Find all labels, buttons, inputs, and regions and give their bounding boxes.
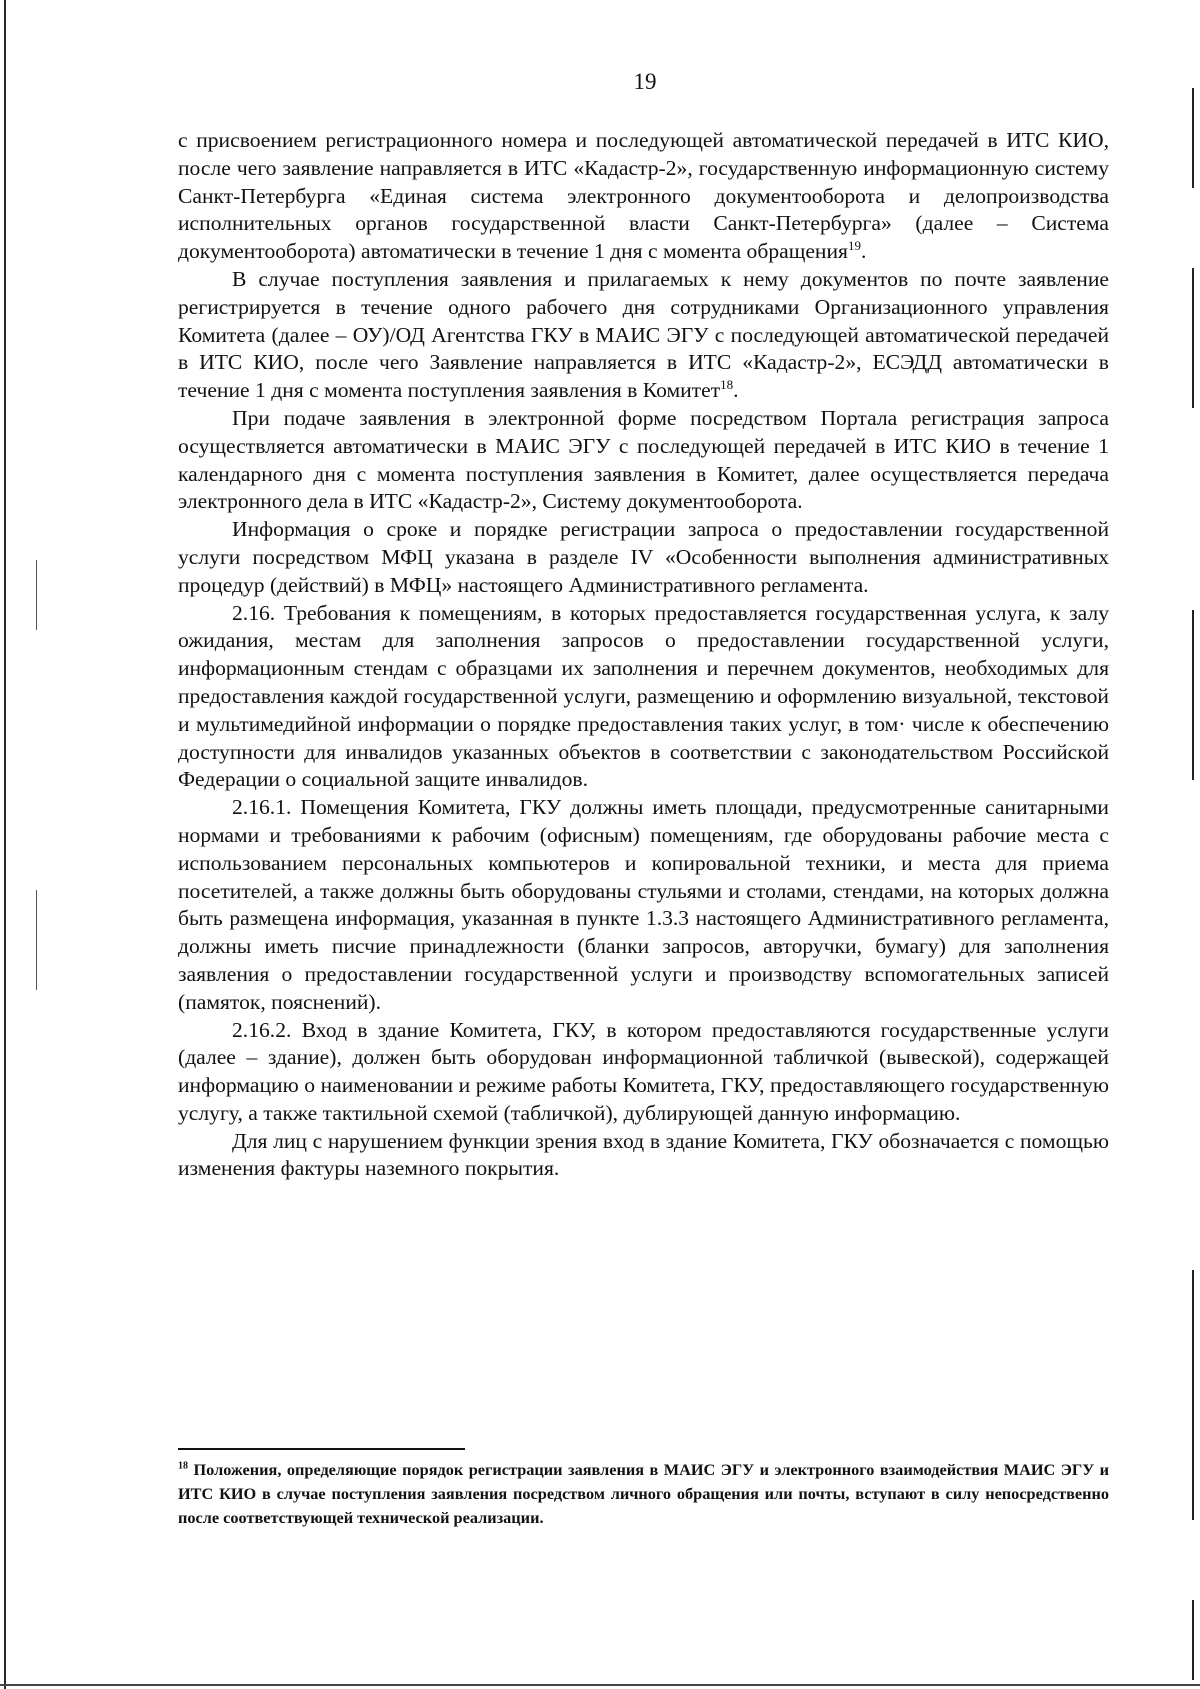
footnote-reference: 18 [720,376,734,392]
paragraph: При подаче заявления в электронной форме посредством Портала регистрация запроса осуществляется автоматически в МАИС ЭГУ с последующей передачей в ИТС КИО в течение 1 календарного дня с момента поступления заявления в Комитет, далее осуществляется передача электронного дела в ИТС «Кадастр-2», Систему документооборота. [178,405,1109,514]
section-2-16-2: 2.16.2. Вход в здание Комитета, ГКУ, в котором предоставляются государственные услуги (далее – здание), должен быть оборудован информационной табличкой (вывеской), содержащей информацию о наименовании и режиме работы Комитета, ГКУ, предоставляющего государственную услугу, а также тактильной схемой (табличкой), дублирующей данную информацию. [178,1017,1109,1125]
section-2-16: 2.16. Требования к помещениям, в которых предоставляется государственная услуга, к залу ожидания, местам для заполнения запросов о предоставлении государственной услуги, информационным стендам с образцами их заполнения и перечнем документов, необходимых для предоставления каждой государственной услуги, размещению и оформлению визуальной, текстовой и мультимедийной информации о порядке предоставления таких услуг, в том· числе к обеспечению доступности для инвалидов указанных объектов в соответствии с законодательством Российской Федерации о социальной защите инвалидов. [178,600,1109,792]
scan-edge-right [1192,1600,1194,1680]
scan-edge-left [4,0,6,1689]
paragraph: Информация о сроке и порядке регистрации запроса о предоставлении государственной услуги посредством МФЦ указана в разделе IV «Особенности выполнения административных процедур (действий) в МФЦ» настоящего Административного регламента. [178,517,1109,597]
paragraph: Для лиц с нарушением функции зрения вход в здание Комитета, ГКУ обозначается с помощью изменения фактуры наземного покрытия. [178,1128,1109,1181]
scan-edge-right [1192,88,1194,188]
scan-edge-right [1192,610,1194,780]
footnote [178,1458,1109,1530]
scan-edge-right [1192,1270,1194,1520]
paragraph: В случае поступления заявления и прилагаемых к нему документов по почте заявление регистрируется в течение одного рабочего дня сотрудниками Организационного управления Комитета (далее – ОУ)/ОД Агентства ГКУ в МАИС ЭГУ с последующей автоматической передачей в ИТС КИО, после чего Заявление направляется в ИТС «Кадастр-2», ЕСЭДД автоматически в течение 1 дня с момента поступления заявления в Комитет$^{18}$. [178,266,1109,403]
footnote-reference: 19 [847,238,861,253]
footnote-marker: 18 [178,1460,188,1472]
paragraph: с присвоением регистрационного номера и последующей автоматической передачей в ИТС КИО, после чего заявление направляется в ИТС «Кадастр-2», государственную информационную систему Санкт-Петербурга «Единая система электронного документооборота и делопроизводства исполнительных органов государственной власти Санкт-Петербурга» (далее – Система документооборота) автоматически в течение 1 дня с момента обращения$^{19}$. [178,128,1109,264]
page-number: 19 [633,69,657,94]
scan-edge-right [1192,268,1194,408]
footnote-separator [178,1448,465,1450]
scan-edge-bottom [0,1684,1200,1686]
footnote-text: Положения, определяющие порядок регистрации заявления в МАИС ЭГУ и электронного взаимодействия МАИС ЭГУ и ИТС КИО в случае поступления заявления посредством личного обращения или почты, вступают в силу непосредственно после соответствующей технической реализации. [178,1460,1109,1527]
body-text [178,127,1109,1183]
section-2-16-1: 2.16.1. Помещения Комитета, ГКУ должны иметь площади, предусмотренные санитарными нормами и требованиями к рабочим (офисным) помещениям, где оборудованы рабочие места с использованием персональных компьютеров и копировальной техники, и места для приема посетителей, а также должны быть оборудованы стульями и столами, стендами, на которых должна быть размещена информация, указанная в пункте 1.3.3 настоящего Административного регламента, должны иметь писчие принадлежности (бланки запросов, авторучки, бумагу) для заполнения заявления о предоставлении государственной услуги и производству вспомогательных записей (памяток, пояснений). [178,795,1109,1014]
scan-mark-left [36,890,37,990]
scan-mark-left [36,560,37,630]
